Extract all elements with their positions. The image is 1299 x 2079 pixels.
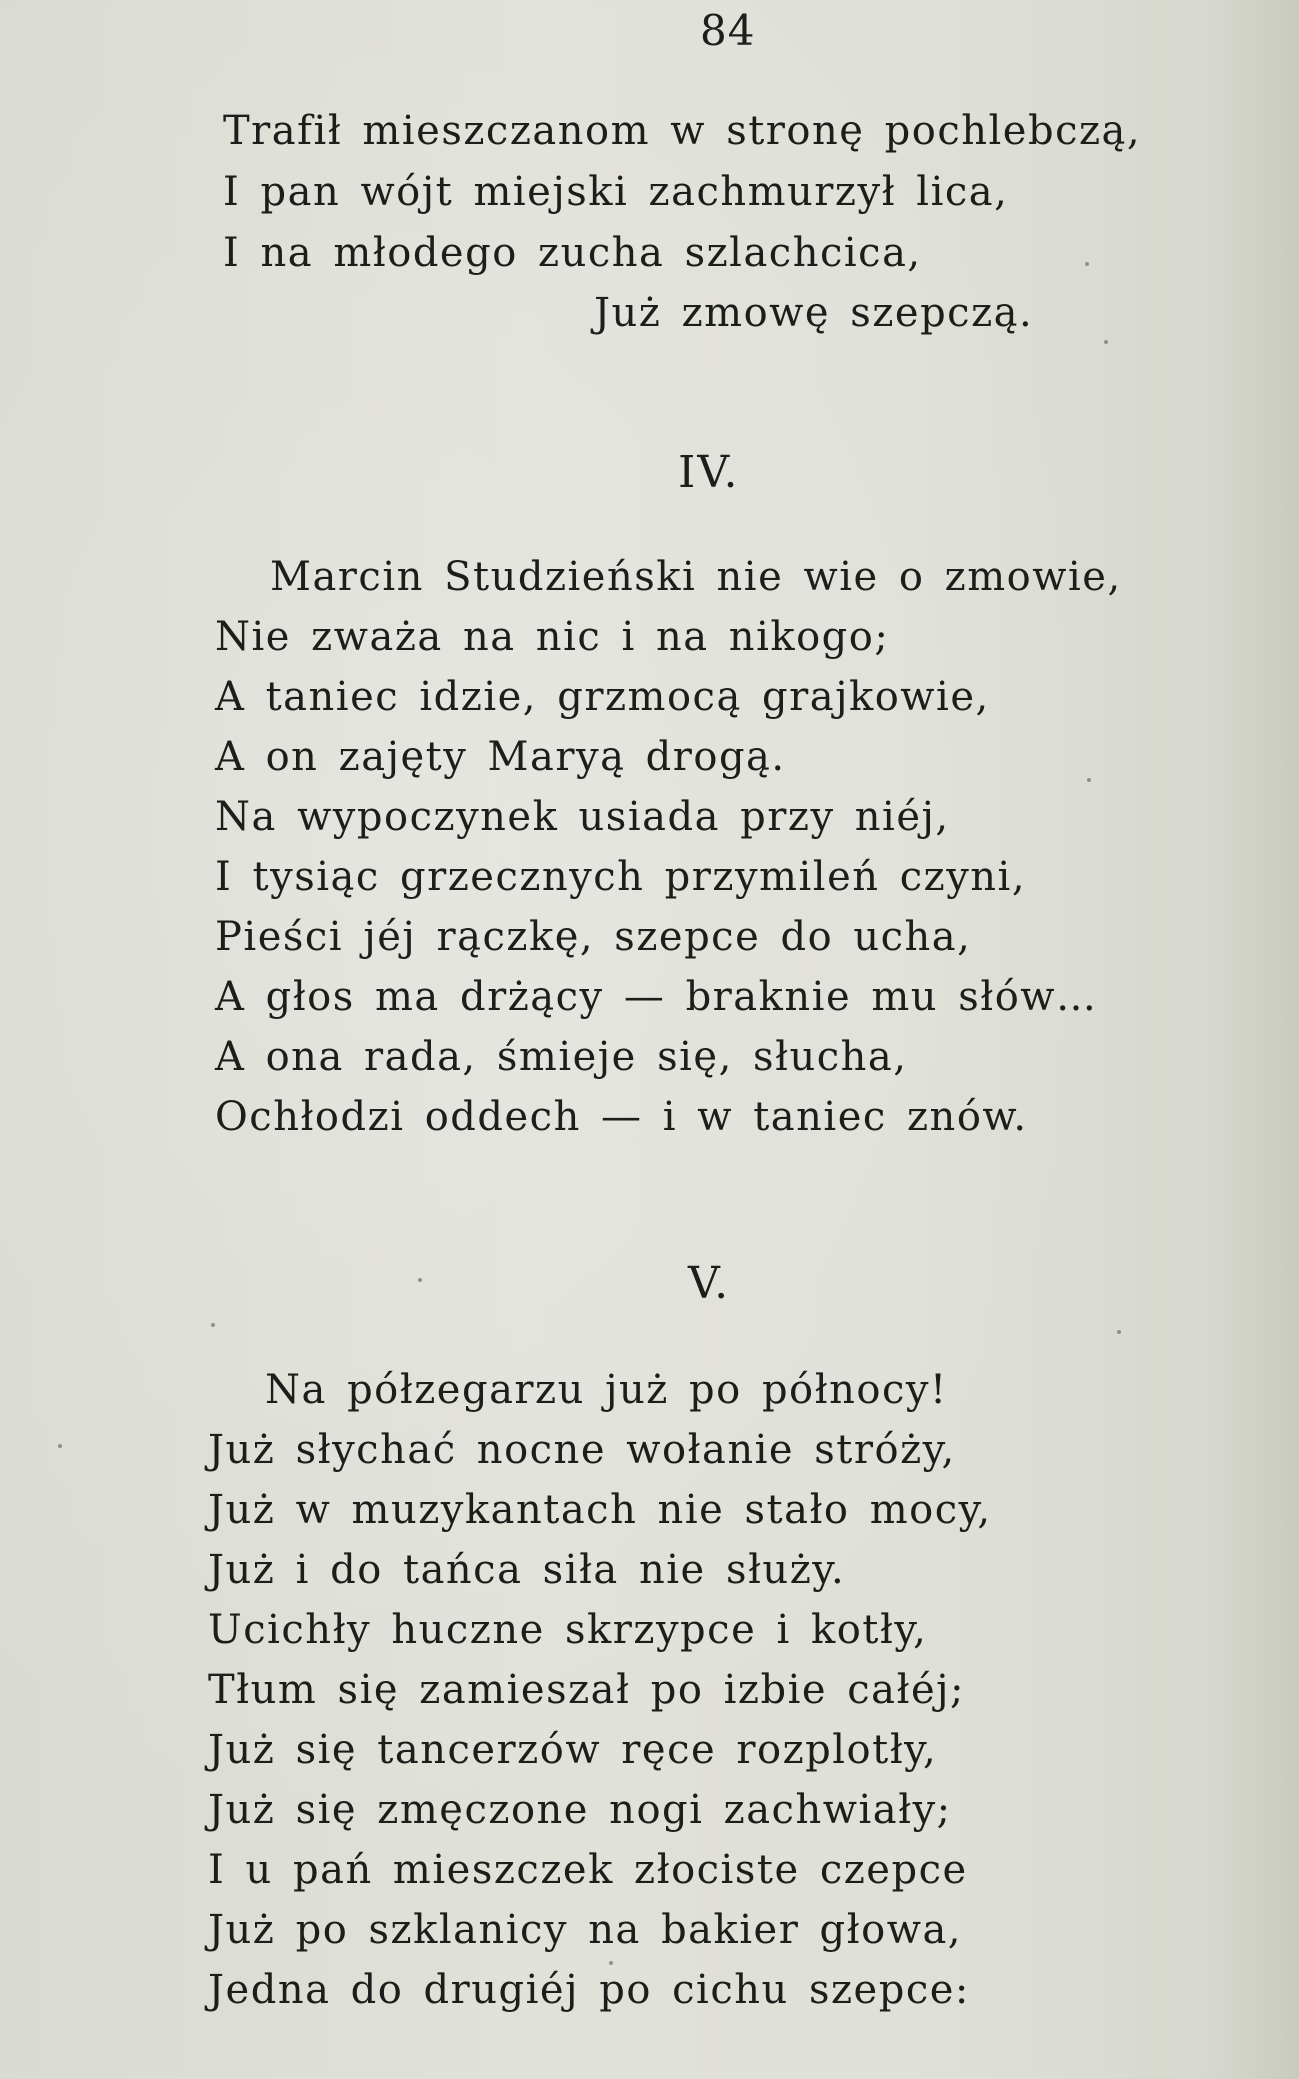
paper-speck <box>418 1278 422 1282</box>
verse-line: I tysiąc grzecznych przymileń czyni, <box>215 854 1027 900</box>
paper-speck <box>609 1961 613 1965</box>
verse-line: Już słychać nocne wołanie stróży, <box>208 1427 956 1473</box>
verse-line: Na wypoczynek usiada przy niéj, <box>215 794 950 840</box>
verse-line: Już po szklanicy na bakier głowa, <box>208 1907 963 1953</box>
verse-line: Już się zmęczone nogi zachwiały; <box>208 1787 952 1833</box>
verse-line: Już i do tańca siła nie służy. <box>208 1547 846 1593</box>
verse-line: Już w muzykantach nie stało mocy, <box>208 1487 992 1533</box>
paper-speck <box>1117 1330 1121 1334</box>
page-number: 84 <box>700 6 756 55</box>
verse-line: A on zajęty Maryą drogą. <box>215 734 786 780</box>
verse-line: Marcin Studzieński nie wie o zmowie, <box>270 554 1122 600</box>
verse-line: I u pań mieszczek złociste czepce <box>208 1847 968 1893</box>
paper-speck <box>1085 262 1089 266</box>
paper-speck <box>211 1323 215 1327</box>
verse-line: Nie zważa na nic i na nikogo; <box>215 614 890 660</box>
paper-speck <box>1104 340 1108 344</box>
verse-line: A głos ma drżący — braknie mu słów… <box>215 974 1098 1020</box>
verse-line: Już zmowę szepczą. <box>594 290 1034 336</box>
paper-speck <box>58 1444 62 1448</box>
verse-line: A ona rada, śmieje się, słucha, <box>215 1034 908 1080</box>
verse-line: Ucichły huczne skrzypce i kotły, <box>208 1607 928 1653</box>
verse-line: Już się tancerzów ręce rozplotły, <box>208 1727 938 1773</box>
verse-line: I pan wójt miejski zachmurzył lica, <box>223 169 1009 215</box>
verse-line: Jedna do drugiéj po cichu szepce: <box>208 1967 970 2013</box>
paper-speck <box>1087 778 1091 782</box>
section-heading-iv: IV. <box>678 447 740 498</box>
verse-line: I na młodego zucha szlachcica, <box>223 230 922 276</box>
section-heading-v: V. <box>688 1258 731 1309</box>
verse-line: A taniec idzie, grzmocą grajkowie, <box>215 674 990 720</box>
verse-line: Tłum się zamieszał po izbie całéj; <box>208 1667 966 1713</box>
page-edge-shadow <box>1209 0 1299 2079</box>
verse-line: Trafił mieszczanom w stronę pochlebczą, <box>223 108 1142 154</box>
verse-line: Ochłodzi oddech — i w taniec znów. <box>215 1094 1028 1140</box>
verse-line: Na półzegarzu już po północy! <box>265 1367 948 1413</box>
verse-line: Pieści jéj rączkę, szepce do ucha, <box>215 914 972 960</box>
